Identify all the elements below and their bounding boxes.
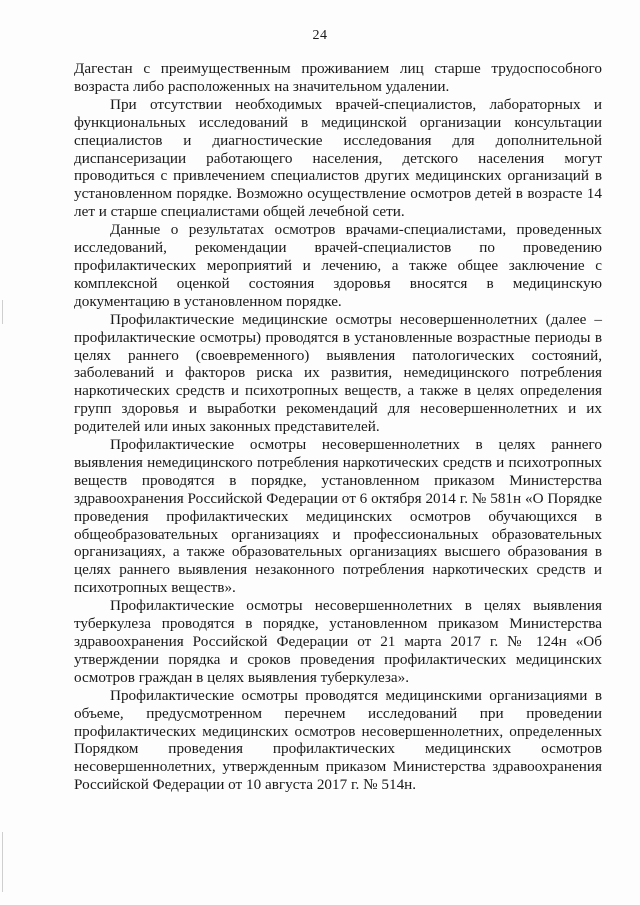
paragraph: Профилактические осмотры несовершеннолетних в целях выявления туберкулеза проводятся в порядке, установленном приказом Министерства здравоохранения Российской Федерации от 21 марта 2017 г. № 124н «Об утверждении порядка и сроков проведения профилактических медицинских осмотров граждан в целях выявления туберкулеза». — [74, 597, 602, 686]
scan-edge-mark — [2, 300, 3, 324]
scan-edge-mark — [2, 832, 3, 892]
paragraph: Дагестан с преимущественным проживанием лиц старше трудоспособного возраста либо расположенных на значительном удалении. — [74, 60, 602, 95]
paragraph: Профилактические осмотры несовершеннолетних в целях раннего выявления немедицинского потребления наркотических средств и психотропных веществ проводятся в порядке, установленном приказом Министерства здравоохранения Российской Федерации от 6 октября 2014 г. № 581н «О Порядке проведения профилактических медицинских осмотров обучающихся в общеобразовательных организациях и профессиональных образовательных организациях, а также образовательных организациях высшего образования в целях раннего выявления незаконного потребления наркотических средств и психотропных веществ». — [74, 436, 602, 597]
paragraph: При отсутствии необходимых врачей-специалистов, лабораторных и функциональных исследований в медицинской организации консультации специалистов и диагностические исследования для дополнительной диспансеризации работающего населения, детского населения могут проводиться с привлечением специалистов других медицинских организаций в установленном порядке. Возможно осуществление осмотров детей в возрасте 14 лет и старше специалистами общей лечебной сети. — [74, 95, 602, 221]
paragraph: Профилактические медицинские осмотры несовершеннолетних (далее – профилактические осмотры) проводятся в установленные возрастные периоды в целях раннего (своевременного) выявления патологических состояний, заболеваний и факторов риска их развития, немедицинского потребления наркотических средств и психотропных веществ, а также в целях определения групп здоровья и выработки рекомендаций для несовершеннолетних и их родителей или иных законных представителей. — [74, 310, 602, 436]
paragraph: Профилактические осмотры проводятся медицинскими организациями в объеме, предусмотренном перечнем исследований при проведении профилактических медицинских осмотров несовершеннолетних, определенных Порядком проведения профилактических медицинских осмотров несовершеннолетних, утвержденным приказом Министерства здравоохранения Российской Федерации от 10 августа 2017 г. № 514н. — [74, 686, 602, 794]
document-body — [74, 60, 602, 794]
page-number: 24 — [312, 28, 328, 43]
paragraph: Данные о результатах осмотров врачами-специалистами, проведенных исследований, рекомендации врачей-специалистов по проведению профилактических мероприятий и лечению, а также общее заключение с комплексной оценкой состояния здоровья вносятся в медицинскую документацию в установленном порядке. — [74, 221, 602, 310]
